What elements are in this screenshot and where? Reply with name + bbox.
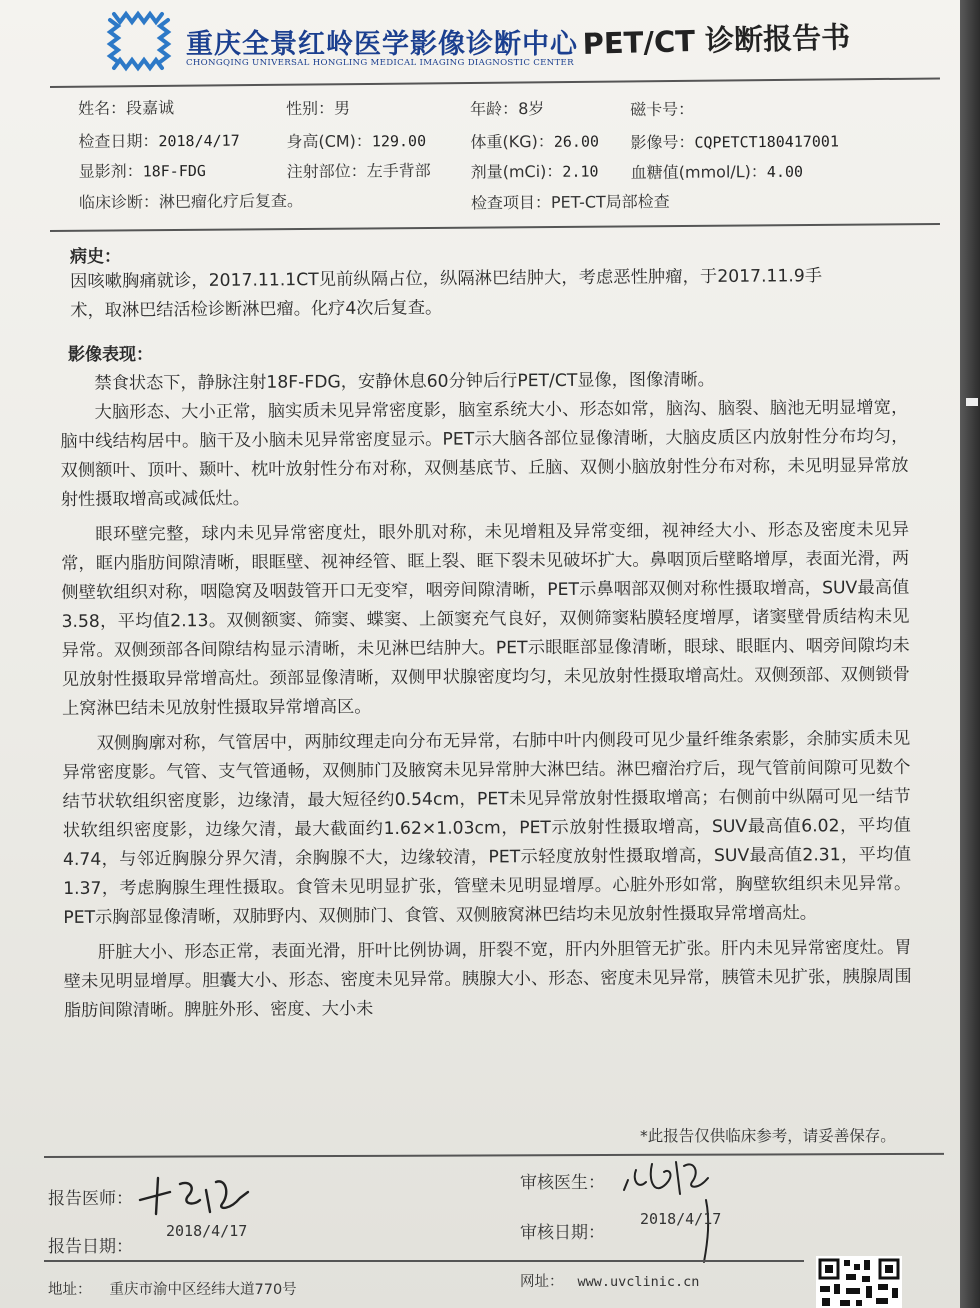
address [48,1278,297,1299]
report-notice: *此报告仅供临床参考，请妥善保存。 [640,1127,896,1145]
findings-paragraph-2: 大脑形态、大小正常，脑实质未见异常密度影，脑室系统大小、形态如常，脑沟、脑裂、脑池无明显增宽，脑中线结构居中。脑干及小脑未见异常密度显示。PET示大脑各部位显像清晰，大脑皮质区内放射性分布均匀，双侧额叶、顶叶、颞叶、枕叶放射性分布对称，双侧基底节、丘脑、双侧小脑放射性分布对称，未见明显异常放射性摄取增高或减低灶。 [60,397,909,510]
image-no-label: 影像号： [630,132,695,153]
weight-label: 体重(KG)： [470,131,554,152]
dose-label: 剂量(mCi)： [470,161,563,182]
exam-item-value: PET-CT局部检查 [550,191,670,212]
history-paragraph: 因咳嗽胸痛就诊，2017.11.1CT见前纵隔占位，纵隔淋巴结肿大，考虑恶性肿瘤，于2017.11.9手术，取淋巴结活检诊断淋巴瘤。化疗4次后复查。 [70,266,823,321]
reviewer-signature-stroke [690,1196,720,1266]
findings-paragraph-3: 眼环壁完整，球内未见异常密度灶，眼外肌对称，未见增粗及异常变细，视神经大小、形态及密度未见异常，眶内脂肪间隙清晰，眼眶壁、视神经管、眶上裂、眶下裂未见破坏扩大。鼻咽顶后壁略增厚，表面光滑，两侧壁软组织对称，咽隐窝及咽鼓管开口无变窄，咽旁间隙清晰，PET示鼻咽部双侧对称性摄取增高，SUV最高值3.58，平均值2.13。双侧额窦、筛窦、蝶窦、上颌窦充气良好，双侧筛窦粘膜轻度增厚，诸窦壁骨质结构未见异常。双侧颈部各间隙结构显示清晰，未见淋巴结肿大。PET示眼眶部显像清晰，眼球、眼眶内、咽旁间隙均未见放射性摄取异常增高灶。颈部显像清晰，双侧甲状腺密度均匀，未见放射性摄取增高灶。双侧颈部、双侧锁骨上窝淋巴结未见放射性摄取异常增高区。 [61,519,910,719]
glucose-value: 4.00 [766,162,804,181]
background-edge [960,0,980,1308]
diagnosis-value: 淋巴瘤化疗后复查。 [158,191,304,212]
card-label: 磁卡号： [630,99,695,120]
history-text [70,262,822,326]
height-label: 身高(CM)： [286,131,372,152]
reviewer-label: 审核医生： [520,1173,605,1193]
org-name-en: CHONGQING UNIVERSAL HONGLING MEDICAL IMAGING DIAGNOSTIC CENTER [186,58,574,68]
image-no-value: CQPETCT180417001 [694,132,840,152]
footer-divider [44,1260,804,1262]
exam-item-label: 检查项目： [470,192,552,213]
diagnosis-label: 临床诊断： [78,192,160,212]
address-value: 重庆市渝中区经纬大道770号 [109,1282,297,1298]
sex-value: 男 [334,98,351,118]
height-value: 129.00 [371,131,427,151]
website-label: 网址： [520,1274,564,1290]
name-value: 段嘉诚 [126,98,175,118]
review-date-value: 2018/4/17 [640,1210,722,1228]
injection-site-value: 左手背部 [366,160,431,181]
website [520,1270,699,1291]
report-date-label: 报告日期： [48,1237,133,1257]
glucose-label: 血糖值(mmol/L)： [630,161,767,183]
patient-info-block [78,88,939,227]
age-value: 8岁 [518,98,545,119]
injection-site-label: 注射部位： [286,161,367,182]
qr-code-icon [816,1256,902,1308]
findings-paragraph-1: 禁食状态下，静脉注射18F-FDG，安静休息60分钟后行PET/CT显像，图像清晰。 [94,370,715,394]
findings-title: 影像表现： [68,345,153,365]
report-date-value: 2018/4/17 [166,1222,248,1240]
background-mark [966,398,978,406]
sex-label: 性别： [286,98,335,119]
history-title: 病史： [70,247,121,267]
findings-text [60,365,912,1026]
center-logo-icon [104,6,174,76]
age-label: 年龄： [470,99,519,119]
report-doctor-label: 报告医师： [48,1189,133,1209]
review-date-label: 审核日期： [520,1223,605,1243]
org-name-cn: 重庆全景红岭医学影像诊断中心 [186,29,578,60]
website-value: www.uvclinic.cn [577,1274,700,1290]
exam-date-value: 2018/4/17 [158,131,240,151]
agent-label: 显影剂： [78,161,143,181]
signature-divider [44,1153,944,1158]
weight-value: 26.00 [553,132,600,151]
findings-paragraph-5: 肝脏大小、形态正常，表面光滑，肝叶比例协调，肝裂不宽，肝内外胆管无扩张。肝内未见异常密度灶。胃壁未见明显增厚。胆囊大小、形态、密度未见异常。胰腺大小、形态、密度未见异常，胰管未见扩张，胰腺周围脂肪间隙清晰。脾脏外形、密度、大小未 [63,937,912,1021]
report-doctor-signature [130,1170,270,1220]
header-divider [50,77,940,88]
name-label: 姓名： [78,98,127,118]
report-title: PET/CT 诊断报告书 [582,19,851,61]
dose-value: 2.10 [562,162,599,181]
agent-value: 18F-FDG [142,161,206,181]
address-label: 地址： [48,1282,92,1298]
findings-paragraph-4: 双侧胸廓对称，气管居中，两肺纹理走向分布无异常，右肺中叶内侧段可见少量纤维条索影，余肺实质未见异常密度影。气管、支气管通畅，双侧肺门及腋窝未见异常肿大淋巴结。淋巴瘤治疗后，现气管前间隙可见数个结节状软组织密度影，边缘清，最大短径约0.54cm，PET未见异常放射性摄取增高；右侧前中纵隔可见一结节状软组织密度影，边缘欠清，最大截面约1.62×1.03cm，PET示放射性摄取增高，SUV最高值6.02，平均值4.74，与邻近胸腺分界欠清，余胸腺不大，边缘较清，PET示轻度放射性摄取增高，SUV最高值2.31，平均值1.37，考虑胸腺生理性摄取。食管未见明显扩张，管壁未见明显增厚。心脏外形如常，胸壁软组织未见异常。PET示胸部显像清晰，双肺野内、双侧肺门、食管、双侧腋窝淋巴结均未见放射性摄取异常增高灶。 [62,728,912,928]
exam-date-label: 检查日期： [78,131,159,151]
